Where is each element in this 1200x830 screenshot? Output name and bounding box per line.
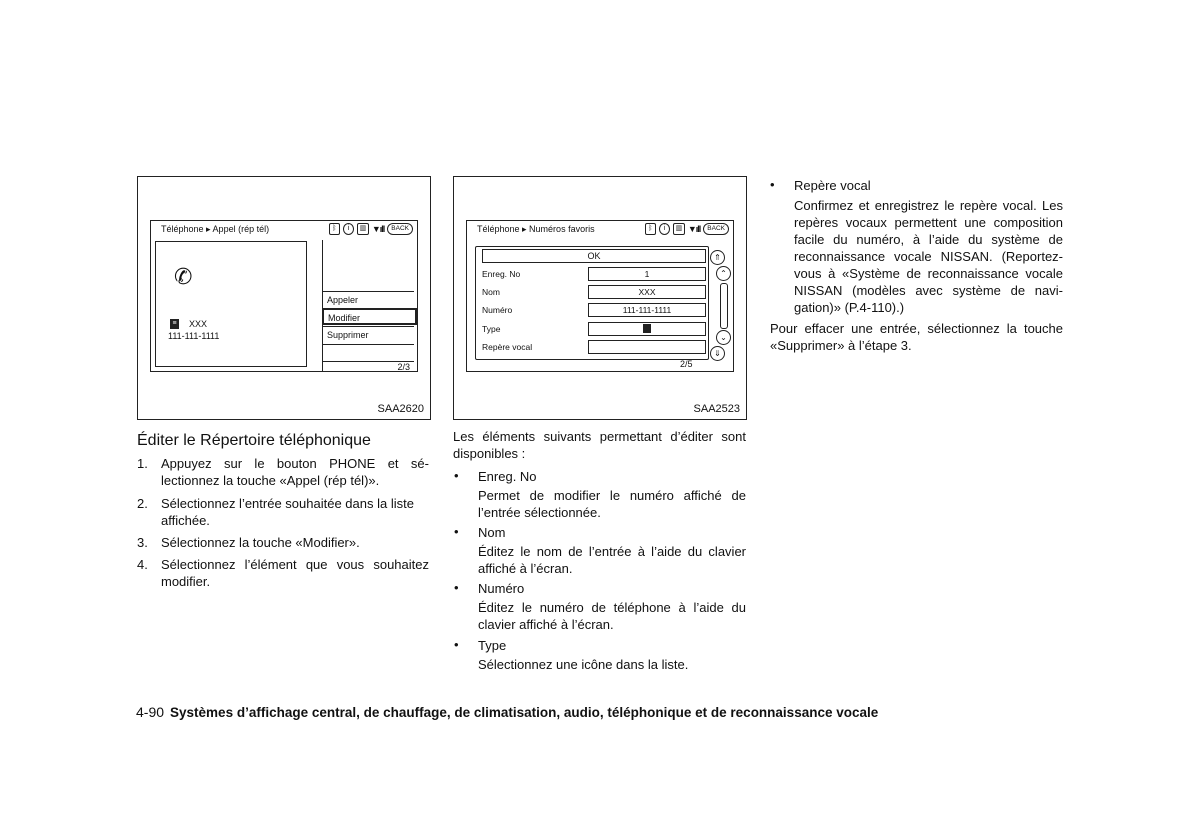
item-title: Numéro: [478, 581, 525, 596]
field-nom[interactable]: [476, 284, 708, 300]
back-button[interactable]: BACK: [703, 223, 729, 235]
step-number: 3.: [137, 535, 148, 550]
step-number: 2.: [137, 496, 148, 511]
item-desc: facile du numéro, à l’aide du système de: [794, 232, 1063, 247]
step-number: 1.: [137, 456, 148, 471]
info-icon: i: [343, 223, 354, 235]
closing-text: «Supprimer» à l’étape 3.: [770, 338, 912, 353]
edit-form: [475, 246, 709, 360]
scroll-top-icon[interactable]: ⇑: [710, 250, 725, 265]
bullet-icon: •: [454, 468, 459, 483]
item-desc: Éditez le numéro de téléphone à l’aide du: [478, 600, 746, 615]
breadcrumb: Téléphone ▸ Numéros favoris: [477, 224, 595, 234]
item-desc: NISSAN (modèles avec système de navi-: [794, 283, 1063, 298]
status-icons: [329, 223, 413, 235]
figure-saa2620: [137, 176, 431, 420]
page-footer: [136, 704, 878, 720]
field-value: 111-111-1111: [588, 303, 706, 317]
contact-number: 111-111-1111: [168, 331, 220, 341]
breadcrumb: Téléphone ▸ Appel (rép tél): [161, 224, 270, 234]
item-title: Type: [478, 638, 507, 653]
step-number: 4.: [137, 557, 148, 572]
menu-list: [322, 240, 414, 372]
step-text: affichée.: [161, 513, 210, 528]
figure-label: SAA2620: [377, 403, 424, 415]
figure-saa2523: [453, 176, 747, 420]
field-numero[interactable]: [476, 302, 708, 318]
menu-item-empty[interactable]: [323, 344, 414, 361]
field-type[interactable]: [476, 321, 708, 337]
intro-text: Les éléments suivants permettant d’éditer sont: [453, 429, 746, 444]
item-desc: affiché à l’écran.: [478, 561, 573, 576]
scroll-up-icon[interactable]: ⌃: [716, 266, 731, 281]
bullet-icon: •: [454, 637, 459, 652]
field-value: XXX: [588, 285, 706, 299]
signal-icon: ▼ıll: [687, 224, 701, 234]
ok-button[interactable]: OK: [482, 249, 706, 263]
signal-icon: ▼ıll: [371, 224, 385, 234]
field-repere-vocal[interactable]: [476, 339, 708, 355]
status-icons: [645, 223, 729, 235]
intro-text: disponibles :: [453, 446, 526, 461]
step-text: Sélectionnez l’entrée souhaitée dans la liste: [161, 496, 414, 511]
scrollbar[interactable]: [720, 283, 728, 329]
favorites-screen: [466, 220, 734, 372]
step-text: modifier.: [161, 574, 211, 589]
item-desc: gation)» (P.4-110).): [794, 300, 905, 315]
chapter-title: Systèmes d’affichage central, de chauffage, de climatisation, audio, téléphonique et de reconnaissance vocale: [170, 705, 879, 720]
scroll-bottom-icon[interactable]: ⇓: [710, 346, 725, 361]
step-text: Sélectionnez l’élément que vous souhaitez: [161, 557, 429, 572]
bullet-icon: •: [770, 177, 775, 192]
item-title: Enreg. No: [478, 469, 537, 484]
step-text: lectionnez la touche «Appel (rép tél)».: [161, 473, 380, 488]
battery-icon: ▥: [673, 223, 685, 235]
page-indicator: 2/5: [680, 359, 693, 369]
menu-item-modifier[interactable]: Modifier: [322, 308, 417, 325]
menu-item-appeler[interactable]: Appeler: [323, 291, 414, 308]
item-desc: Permet de modifier le numéro affiché de: [478, 488, 746, 503]
contact-name: XXX: [189, 319, 208, 329]
scroll-down-icon[interactable]: ⌄: [716, 330, 731, 345]
item-desc: reconnaissance vocale NISSAN. (Reportez-: [794, 249, 1063, 264]
bullet-icon: •: [454, 580, 459, 595]
item-title: Nom: [478, 525, 506, 540]
field-enreg-no[interactable]: [476, 266, 708, 282]
field-label: Enreg. No: [482, 269, 521, 279]
bluetooth-icon: ᛒ: [329, 223, 340, 235]
field-label: Type: [482, 324, 501, 334]
item-title: Repère vocal: [794, 178, 871, 193]
field-value: [588, 322, 706, 336]
page-number: 4-90: [136, 704, 165, 720]
field-label: Numéro: [482, 305, 513, 315]
field-label: Nom: [482, 287, 500, 297]
phone-handset-icon: ✆: [174, 264, 193, 289]
screen-topbar: [151, 221, 417, 239]
step-text: Sélectionnez la touche «Modifier».: [161, 535, 360, 550]
step-text: Appuyez sur le bouton PHONE et sé-: [161, 456, 429, 471]
item-desc: clavier affiché à l’écran.: [478, 617, 614, 632]
item-desc: Sélectionnez une icône dans la liste.: [478, 657, 689, 672]
screen-topbar: [467, 221, 733, 239]
section-heading: Éditer le Répertoire téléphonique: [137, 432, 371, 449]
item-desc: Éditez le nom de l’entrée à l’aide du clavier: [478, 544, 746, 559]
type-icon: [643, 324, 651, 333]
item-desc: Confirmez et enregistrez le repère vocal. Les: [794, 198, 1063, 213]
closing-text: Pour effacer une entrée, sélectionnez la touche: [770, 321, 1063, 336]
page-indicator: 2/3: [397, 362, 410, 372]
item-desc: repères vocaux permettent une composition: [794, 215, 1063, 230]
field-label: Repère vocal: [482, 342, 533, 352]
ok-row: [476, 248, 708, 264]
figure-label: SAA2523: [693, 403, 740, 415]
battery-icon: ▥: [357, 223, 369, 235]
bullet-icon: •: [454, 524, 459, 539]
info-icon: i: [659, 223, 670, 235]
back-button[interactable]: BACK: [387, 223, 413, 235]
field-value: 1: [588, 267, 706, 281]
menu-item-supprimer[interactable]: Supprimer: [323, 326, 414, 343]
contact-panel: [155, 241, 307, 367]
item-desc: vous à «Système de reconnaissance vocale: [794, 266, 1063, 281]
field-value: [588, 340, 706, 354]
contact-type-icon: ≡: [170, 319, 179, 329]
item-desc: l’entrée sélectionnée.: [478, 505, 601, 520]
phone-screen: [150, 220, 418, 372]
bluetooth-icon: ᛒ: [645, 223, 656, 235]
